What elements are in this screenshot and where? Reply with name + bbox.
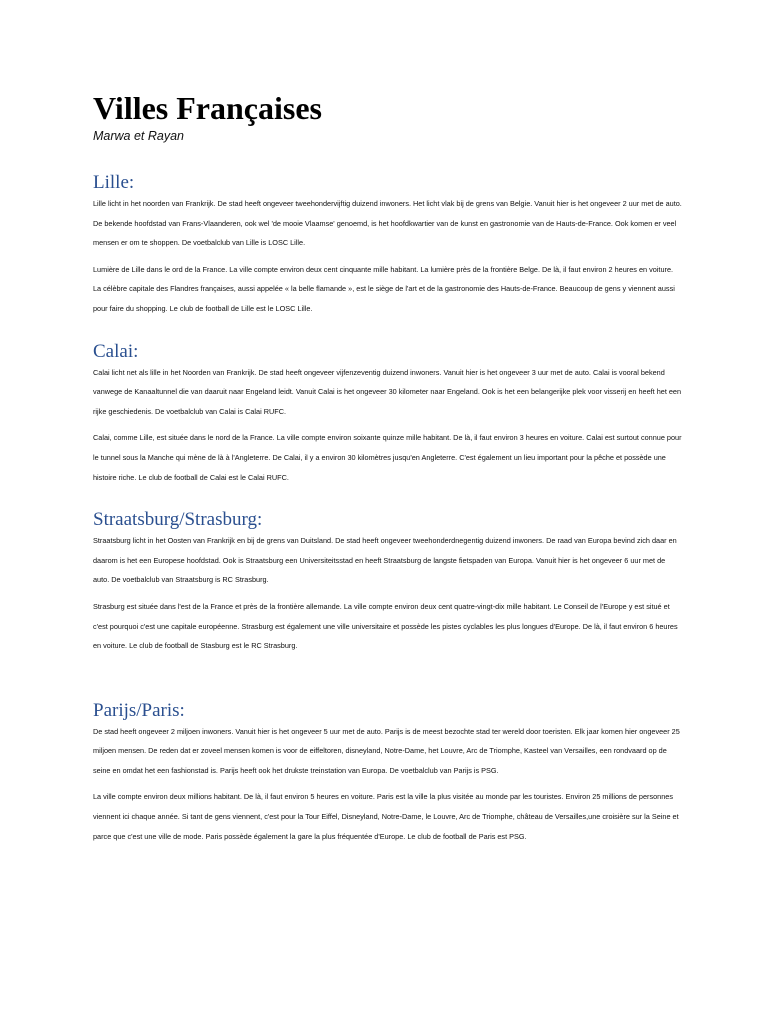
paragraph-french-straatsburg: Strasburg est située dans l'est de la France et près de la frontière allemande. La ville compte environ deux cent quatre-vingt-dix mille habitant. Le Conseil de l'Europe y est situé et c'est pourquoi c'est une capitale européenne. Strasburg est également une ville universitaire et possède les pistes cyclables les plus longues d'Europe. De là, il faut environ 6 heures en voiture. Le club de football de Stasburg est le RC Strasburg. (93, 601, 678, 651)
document-title: Villes Françaises (93, 90, 322, 126)
paragraph-french-lille: Lumière de Lille dans le ord de la France. La ville compte environ deux cent cinquante mille habitant. La lumière près de la frontière Belge. De là, il faut environ 2 heures en voiture. La célèbre capitale des Flandres françaises, aussi appelée « la belle flamande », est le siège de l'art et de la gastronomie des Hauts-de-France. Beaucoup de gens y viennent aussi pour faire du shopping. Le club de football de Lille est le LOSC Lille. (93, 264, 675, 313)
section-heading-calai: Calai: (93, 340, 139, 362)
paragraph-dutch-straatsburg: Straatsburg licht in het Oosten van Frankrijk en bij de grens van Duitsland. De stad heeft ongeveer tweehonderdnegentig duizend inwoners. De raad van Europa bevind zich daar en daarom is het een Europese hoofdstad. Ook is Straatsburg een Universiteitsstad en heeft Straatsburg de langste fietspaden van Europa. Vanuit hier is het ongeveer 6 uur met de auto. De voetbalclub van Straatsburg is RC Strasburg. (93, 536, 677, 585)
section-parijs (93, 700, 683, 847)
section-heading-straatsburg: Straatsburg/Strasburg: (93, 509, 263, 531)
section-straatsburg (93, 509, 683, 656)
paragraph-dutch-parijs: De stad heeft ongeveer 2 miljoen inwoners. Vanuit hier is het ongeveer 5 uur met de auto. Parijs is de meest bezochte stad ter wereld door toeristen. Elk jaar komen hier ongeveer 25 miljoen mensen. De reden dat er zoveel mensen komen is voor de eiffeltoren, disneyland, Notre-Dame, het Louvre, Arc de Triomphe, Kasteel van Versailles, een rondvaard op de seine en omdat het een fashionstad is. Parijs heeft ook het drukste treinstation van Europa. De voetbalclub van Parijs is PSG. (93, 726, 680, 775)
section-lille (93, 172, 683, 319)
section-calai (93, 341, 683, 488)
paragraph-dutch-calai: Calai licht net als lille in het Noorden van Frankrijk. De stad heeft ongeveer vijfenzeventig duizend inwoners. Vanuit hier is het ongeveer 3 uur met de auto. Calai is vooral bekend vanwege de Kanaaltunnel die van daaruit naar Engeland leidt. Vanuit Calai is het ongeveer 30 kilometer naar Engeland. Ook is het een belangerijke plek voor visserij en heeft het een rijke geschiedenis. De voetbalclub van Calai is Calai RUFC. (93, 367, 682, 416)
section-heading-parijs: Parijs/Paris: (93, 699, 185, 721)
paragraph-dutch-lille: Lille licht in het noorden van Frankrijk. De stad heeft ongeveer tweehondervijftig duizend inwoners. Het licht vlak bij de grens van Belgie. Vanuit hier is het ongeveer 2 uur met de auto. De bekende hoofdstad van Frans-Vlaanderen, ook wel 'de mooie Vlaamse' genoemd, is het hoofdkwartier van de kunst en gastronomie van de Hauts-de-France. Ook komen er veel mensen er om te shoppen. De voetbalclub van Lille is LOSC Lille. (93, 199, 682, 248)
section-heading-lille: Lille: (93, 172, 135, 193)
document-page (93, 88, 683, 846)
paragraph-french-calai: Calai, comme Lille, est située dans le nord de la France. La ville compte environ soixante quinze mille habitant. De là, il faut environ 3 heures en voiture. Calai est surtout connue pour le tunnel sous la Manche qui mène de là à l'Angleterre. De Calai, il y a environ 30 kilomètres jusqu'en Angleterre. C'est également un lieu important pour la pêche et possède une histoire riche. Le club de football de Calai est le Calai RUFC. (93, 433, 682, 482)
document-authors: Marwa et Rayan (93, 129, 185, 143)
paragraph-french-parijs: La ville compte environ deux millions habitant. De là, il faut environ 5 heures en voiture. Paris est la ville la plus visitée au monde par les touristes. Environ 25 millions de personnes viennent ici chaque année. Si tant de gens viennent, c'est pour la Tour Eiffel, Disneyland, Notre-Dame, le Louvre, Arc de Triomphe, château de Versailles,une croisière sur la Seine et parce que c'est une ville de mode. Paris possède également la gare la plus fréquentée d'Europe. Le club de football de Paris est PSG. (93, 792, 679, 841)
